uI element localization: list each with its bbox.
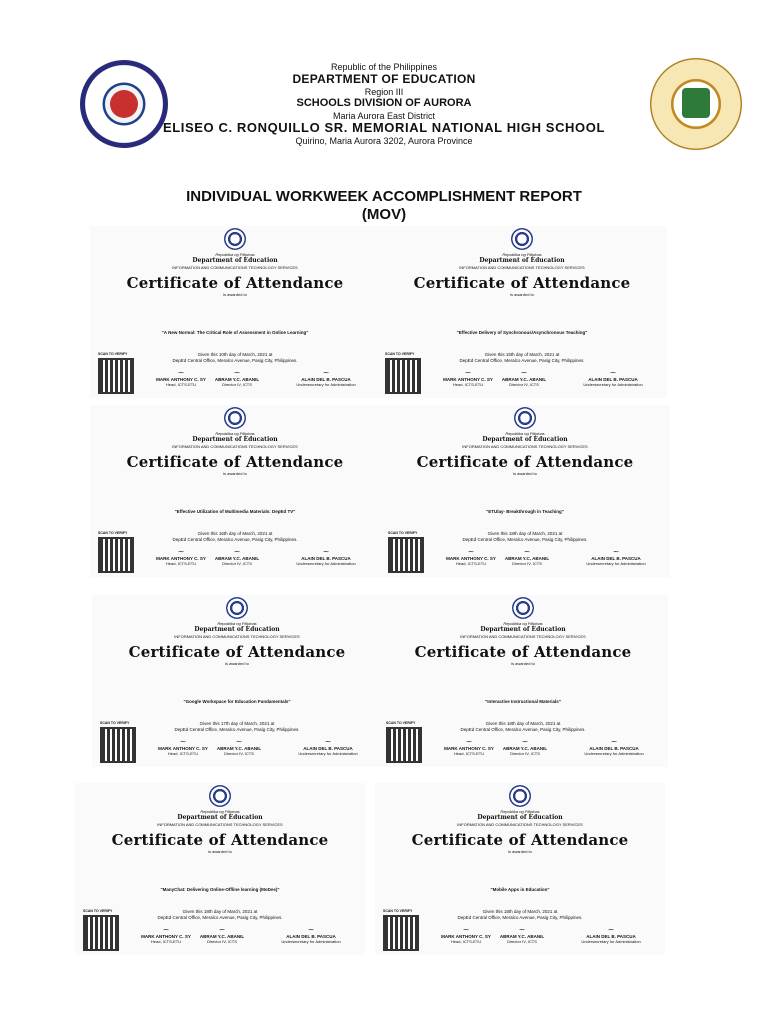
report-subtitle: (MOV) xyxy=(361,206,407,223)
qr-code-icon[interactable] xyxy=(100,727,136,763)
certificate-5 xyxy=(92,595,382,767)
signatory-name: ABRAM Y.C. ABANIL xyxy=(499,934,545,939)
signature-block-3 xyxy=(265,925,357,944)
certificate-topic: "Google Workspace for Education Fundamentals" xyxy=(183,699,291,704)
signature-icon: ~ xyxy=(235,737,243,746)
certificate-heading: Certificate of Attendance xyxy=(126,274,344,292)
signatory-name: MARK ANTHONY C. SY xyxy=(141,934,191,939)
department-line: DEPARTMENT OF EDUCATION xyxy=(292,72,476,86)
signature-icon: ~ xyxy=(324,737,332,746)
signatory-name: MARK ANTHONY C. SY xyxy=(156,556,206,561)
deped-seal-icon xyxy=(514,407,536,429)
signatory-role: Head, ICTS-ETU xyxy=(165,561,197,566)
deped-seal-icon xyxy=(224,407,246,429)
qr-code-icon[interactable] xyxy=(385,358,421,394)
division-line: SCHOOLS DIVISION OF AURORA xyxy=(296,97,472,109)
signatory-name: ALAIN DEL B. PASCUA xyxy=(586,934,636,939)
certificate-topic: "ManyChat: Delivering Online-Offline learning (MoDes)" xyxy=(160,887,280,892)
scan-label: SCAN TO VERIFY xyxy=(98,352,128,356)
signature-icon: ~ xyxy=(179,737,187,746)
region-line: Region III xyxy=(364,87,404,97)
certificate-awarded: is awarded to xyxy=(208,849,232,854)
certificate-service: INFORMATION AND COMMUNICATIONS TECHNOLOGY SERVICES xyxy=(457,822,583,827)
certificate-republic: Republika ng Pilipinas xyxy=(500,809,540,814)
signature-block-3 xyxy=(568,737,660,756)
qr-code-icon[interactable] xyxy=(83,915,119,951)
deped-seal-icon xyxy=(511,228,533,250)
signature-block-2 xyxy=(204,737,274,756)
certificate-4 xyxy=(380,405,670,577)
certificate-3 xyxy=(90,405,380,577)
certificate-venue: DepEd Central Office, Meralco Avenue, Pasig City, Philippines. xyxy=(462,537,588,542)
certificate-department: Department of Education xyxy=(192,436,278,443)
signatory-name: ABRAM Y.C. ABANIL xyxy=(214,556,260,561)
signatory-name: MARK ANTHONY C. SY xyxy=(444,746,494,751)
signatory-name: ALAIN DEL B. PASCUA xyxy=(591,556,641,561)
scan-label: SCAN TO VERIFY xyxy=(388,531,418,535)
certificate-topic: "ETUlay- Breakthrough in Teaching" xyxy=(486,509,564,514)
scan-label: SCAN TO VERIFY xyxy=(386,721,416,725)
signatory-name: MARK ANTHONY C. SY xyxy=(446,556,496,561)
signature-block-2 xyxy=(489,368,559,387)
certificate-8 xyxy=(375,783,665,955)
certificate-topic: "Interactive Instructional Materials" xyxy=(485,699,561,704)
certificate-heading: Certificate of Attendance xyxy=(411,831,629,849)
signatory-role: Undersecretary for Administration xyxy=(583,382,643,387)
certificate-venue: DepEd Central Office, Meralco Avenue, Pasig City, Philippines. xyxy=(157,915,283,920)
signature-icon: ~ xyxy=(523,547,531,556)
certificate-heading: Certificate of Attendance xyxy=(414,643,632,661)
deped-seal-icon xyxy=(226,597,248,619)
signatory-role: Director IV, ICTS xyxy=(207,939,237,944)
signature-icon: ~ xyxy=(609,368,617,377)
signature-block-3 xyxy=(280,547,372,566)
signatory-name: ABRAM Y.C. ABANIL xyxy=(199,934,245,939)
certificate-service: INFORMATION AND COMMUNICATIONS TECHNOLOGY SERVICES xyxy=(172,444,298,449)
scan-label: SCAN TO VERIFY xyxy=(383,909,413,913)
certificate-department: Department of Education xyxy=(480,626,566,633)
school-name: ELISEO C. RONQUILLO SR. MEMORIAL NATIONAL HIGH SCHOOL xyxy=(162,120,606,135)
signatory-role: Undersecretary for Administration xyxy=(586,561,646,566)
certificate-date: Given this 15th day of March, 2021 at xyxy=(484,352,560,357)
certificate-6 xyxy=(378,595,668,767)
signatory-role: Director IV, ICTS xyxy=(510,751,540,756)
district-line: Maria Aurora East District xyxy=(332,111,436,121)
signature-icon: ~ xyxy=(521,737,529,746)
signatory-role: Head, ICTS-ETU xyxy=(167,751,199,756)
signatory-role: Undersecretary for Administration xyxy=(584,751,644,756)
certificate-1 xyxy=(90,226,380,398)
signature-block-3 xyxy=(567,368,659,387)
certificate-service: INFORMATION AND COMMUNICATIONS TECHNOLOGY SERVICES xyxy=(459,265,585,270)
signature-block-3 xyxy=(282,737,374,756)
deped-seal-icon xyxy=(509,785,531,807)
signature-icon: ~ xyxy=(218,925,226,934)
school-address: Quirino, Maria Aurora 3202, Aurora Province xyxy=(295,136,473,146)
signature-block-3 xyxy=(280,368,372,387)
signatory-name: ABRAM Y.C. ABANIL xyxy=(504,556,550,561)
certificate-department: Department of Education xyxy=(194,626,280,633)
signature-icon: ~ xyxy=(465,737,473,746)
signature-icon: ~ xyxy=(233,547,241,556)
certificate-venue: DepEd Central Office, Meralco Avenue, Pasig City, Philippines. xyxy=(459,358,585,363)
signature-block-2 xyxy=(202,547,272,566)
certificate-republic: Republika ng Pilipinas xyxy=(502,252,542,257)
signatory-role: Director IV, ICTS xyxy=(507,939,537,944)
certificate-department: Department of Education xyxy=(177,814,263,821)
certificate-service: INFORMATION AND COMMUNICATIONS TECHNOLOGY SERVICES xyxy=(460,634,586,639)
signatory-name: ALAIN DEL B. PASCUA xyxy=(301,556,351,561)
signatory-role: Head, ICTS-ETU xyxy=(450,939,482,944)
certificate-republic: Republika ng Pilipinas xyxy=(503,621,543,626)
certificate-venue: DepEd Central Office, Meralco Avenue, Pasig City, Philippines. xyxy=(172,537,298,542)
deped-seal-icon xyxy=(224,228,246,250)
signature-block-2 xyxy=(487,925,557,944)
signatory-name: MARK ANTHONY C. SY xyxy=(158,746,208,751)
republic-line: Republic of the Philippines xyxy=(330,62,438,72)
signatory-name: MARK ANTHONY C. SY xyxy=(441,934,491,939)
certificate-service: INFORMATION AND COMMUNICATIONS TECHNOLOGY SERVICES xyxy=(174,634,300,639)
certificate-republic: Republika ng Pilipinas xyxy=(200,809,240,814)
certificate-heading: Certificate of Attendance xyxy=(413,274,631,292)
signature-icon: ~ xyxy=(462,925,470,934)
certificate-awarded: is awarded to xyxy=(508,849,532,854)
deped-seal-icon xyxy=(512,597,534,619)
signatory-role: Director IV, ICTS xyxy=(222,382,252,387)
certificate-service: INFORMATION AND COMMUNICATIONS TECHNOLOGY SERVICES xyxy=(462,444,588,449)
signatory-role: Undersecretary for Administration xyxy=(581,939,641,944)
signatory-role: Head, ICTS-ETU xyxy=(453,751,485,756)
signatory-name: ALAIN DEL B. PASCUA xyxy=(303,746,353,751)
signatory-role: Director IV, ICTS xyxy=(509,382,539,387)
certificate-awarded: is awarded to xyxy=(513,471,537,476)
certificate-venue: DepEd Central Office, Meralco Avenue, Pasig City, Philippines. xyxy=(172,358,298,363)
signatory-role: Director IV, ICTS xyxy=(222,561,252,566)
certificate-service: INFORMATION AND COMMUNICATIONS TECHNOLOGY SERVICES xyxy=(157,822,283,827)
signatory-role: Head, ICTS-ETU xyxy=(452,382,484,387)
qr-code-icon[interactable] xyxy=(388,537,424,573)
certificate-venue: DepEd Central Office, Meralco Avenue, Pasig City, Philippines. xyxy=(174,727,300,732)
signatory-role: Head, ICTS-ETU xyxy=(165,382,197,387)
qr-code-icon[interactable] xyxy=(383,915,419,951)
certificate-2 xyxy=(377,226,667,398)
signatory-name: ALAIN DEL B. PASCUA xyxy=(588,377,638,382)
signatory-role: Undersecretary for Administration xyxy=(281,939,341,944)
letterhead xyxy=(0,0,768,160)
certificate-topic: "A New Normal: The Critical Role of Assessment in Online Learning" xyxy=(161,330,309,335)
signature-icon: ~ xyxy=(518,925,526,934)
certificate-heading: Certificate of Attendance xyxy=(111,831,329,849)
certificate-republic: Republika ng Pilipinas xyxy=(217,621,257,626)
certificate-date: Given this 16th day of March, 2021 at xyxy=(197,531,273,536)
certificate-department: Department of Education xyxy=(477,814,563,821)
certificate-department: Department of Education xyxy=(482,436,568,443)
signature-block-3 xyxy=(570,547,662,566)
certificate-venue: DepEd Central Office, Meralco Avenue, Pasig City, Philippines. xyxy=(457,915,583,920)
certificate-date: Given this 18th day of March, 2021 at xyxy=(487,531,563,536)
certificate-republic: Republika ng Pilipinas xyxy=(215,252,255,257)
certificate-heading: Certificate of Attendance xyxy=(416,453,634,471)
signature-icon: ~ xyxy=(612,547,620,556)
scan-label: SCAN TO VERIFY xyxy=(385,352,415,356)
certificate-date: Given this 10th day of March, 2021 at xyxy=(197,352,273,357)
signatory-name: ABRAM Y.C. ABANIL xyxy=(501,377,547,382)
certificate-department: Department of Education xyxy=(479,257,565,264)
signature-icon: ~ xyxy=(322,547,330,556)
signatory-name: ALAIN DEL B. PASCUA xyxy=(286,934,336,939)
signatory-name: ABRAM Y.C. ABANIL xyxy=(216,746,262,751)
scan-label: SCAN TO VERIFY xyxy=(98,531,128,535)
signature-icon: ~ xyxy=(233,368,241,377)
signature-icon: ~ xyxy=(610,737,618,746)
signatory-name: ALAIN DEL B. PASCUA xyxy=(301,377,351,382)
signatory-role: Head, ICTS-ETU xyxy=(455,561,487,566)
signatory-role: Undersecretary for Administration xyxy=(296,382,356,387)
signature-icon: ~ xyxy=(464,368,472,377)
certificate-topic: "Effective Delivery of Synchronous/Asynchronous Teaching" xyxy=(456,330,588,335)
certificate-awarded: is awarded to xyxy=(223,471,247,476)
scan-label: SCAN TO VERIFY xyxy=(83,909,113,913)
certificate-department: Department of Education xyxy=(192,257,278,264)
certificate-service: INFORMATION AND COMMUNICATIONS TECHNOLOGY SERVICES xyxy=(172,265,298,270)
qr-code-icon[interactable] xyxy=(386,727,422,763)
signatory-name: ABRAM Y.C. ABANIL xyxy=(502,746,548,751)
deped-seal-icon xyxy=(209,785,231,807)
signature-block-2 xyxy=(187,925,257,944)
certificate-republic: Republika ng Pilipinas xyxy=(215,431,255,436)
certificate-awarded: is awarded to xyxy=(223,292,247,297)
qr-code-icon[interactable] xyxy=(98,358,134,394)
signatory-name: MARK ANTHONY C. SY xyxy=(156,377,206,382)
signature-icon: ~ xyxy=(607,925,615,934)
signature-icon: ~ xyxy=(177,547,185,556)
report-title: INDIVIDUAL WORKWEEK ACCOMPLISHMENT REPORT xyxy=(186,188,582,205)
signatory-name: ALAIN DEL B. PASCUA xyxy=(589,746,639,751)
certificate-venue: DepEd Central Office, Meralco Avenue, Pasig City, Philippines. xyxy=(460,727,586,732)
signatory-role: Undersecretary for Administration xyxy=(296,561,356,566)
signature-icon: ~ xyxy=(162,925,170,934)
certificate-7 xyxy=(75,783,365,955)
certificate-heading: Certificate of Attendance xyxy=(126,453,344,471)
signature-icon: ~ xyxy=(322,368,330,377)
signature-icon: ~ xyxy=(467,547,475,556)
signatory-role: Undersecretary for Administration xyxy=(298,751,358,756)
certificate-awarded: is awarded to xyxy=(225,661,249,666)
signature-block-2 xyxy=(202,368,272,387)
signatory-role: Director IV, ICTS xyxy=(512,561,542,566)
signature-block-2 xyxy=(492,547,562,566)
signatory-role: Director IV, ICTS xyxy=(224,751,254,756)
signature-icon: ~ xyxy=(177,368,185,377)
certificate-date: Given this 17th day of March, 2021 at xyxy=(199,721,275,726)
certificate-date: Given this 18th day of March, 2021 at xyxy=(482,909,558,914)
certificate-topic: "Effective Utilization of Multimedia Materials: DepEd TV" xyxy=(174,509,296,514)
signatory-role: Head, ICTS-ETU xyxy=(150,939,182,944)
signatory-name: ABRAM Y.C. ABANIL xyxy=(214,377,260,382)
certificate-date: Given this 18th day of March, 2021 at xyxy=(485,721,561,726)
certificate-topic: "Mobile Apps in Education" xyxy=(490,887,550,892)
scan-label: SCAN TO VERIFY xyxy=(100,721,130,725)
signature-block-3 xyxy=(565,925,657,944)
signatory-name: MARK ANTHONY C. SY xyxy=(443,377,493,382)
certificate-awarded: is awarded to xyxy=(511,661,535,666)
signature-icon: ~ xyxy=(520,368,528,377)
certificate-heading: Certificate of Attendance xyxy=(128,643,346,661)
signature-block-2 xyxy=(490,737,560,756)
certificate-awarded: is awarded to xyxy=(510,292,534,297)
certificate-date: Given this 18th day of March, 2021 at xyxy=(182,909,258,914)
signature-icon: ~ xyxy=(307,925,315,934)
certificate-republic: Republika ng Pilipinas xyxy=(505,431,545,436)
qr-code-icon[interactable] xyxy=(98,537,134,573)
